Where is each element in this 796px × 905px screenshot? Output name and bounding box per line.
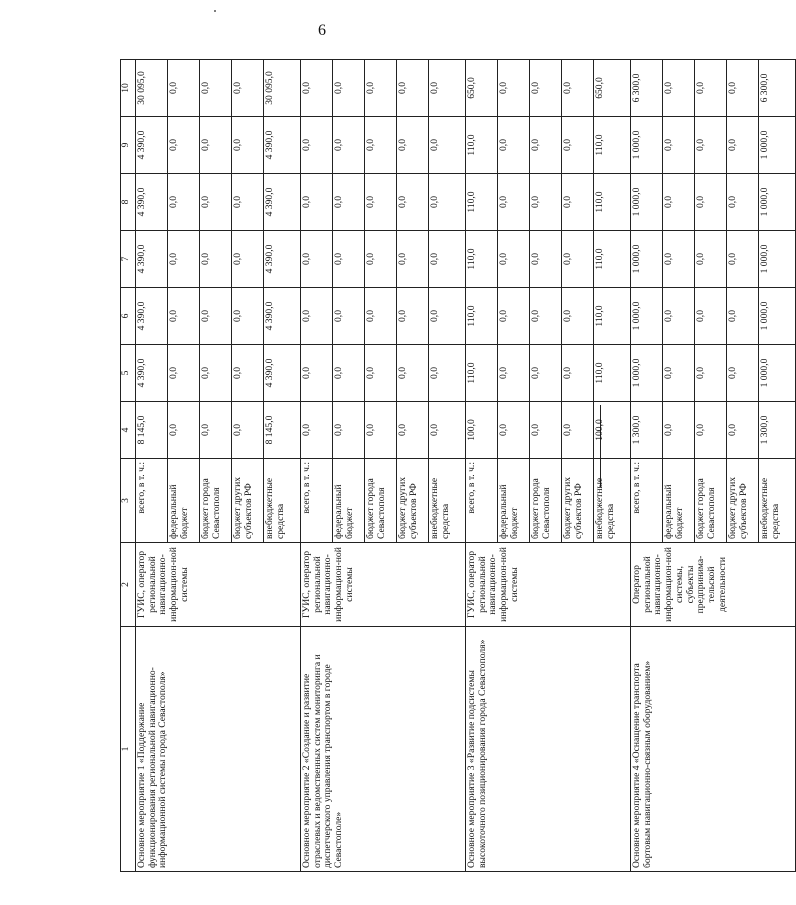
funding-value: 4 390,0 <box>264 231 301 288</box>
funding-value: 0,0 <box>530 288 562 345</box>
funding-value: 0,0 <box>397 345 429 402</box>
header-row <box>121 60 136 872</box>
funding-value: 0,0 <box>333 231 365 288</box>
funding-value: 0,0 <box>530 345 562 402</box>
funding-value: 0,0 <box>168 117 200 174</box>
funding-value: 0,0 <box>168 345 200 402</box>
column-header: 4 <box>121 402 136 459</box>
funding-source: всего, в т. ч.: <box>466 459 498 543</box>
funding-value: 100,0 <box>594 402 631 459</box>
activity-name: Основное мероприятие 4 «Оснащение транспорта бортовым навигационно-связным оборудованием» <box>631 627 796 872</box>
funding-value: 0,0 <box>530 117 562 174</box>
funding-value: 0,0 <box>498 174 530 231</box>
responsible-executor: ГУИС, оператор региональной навигационно-информацион-ной системы <box>301 543 466 627</box>
funding-source: бюджет города Севастополя <box>365 459 397 543</box>
funding-source: всего, в т. ч.: <box>136 459 168 543</box>
funding-value: 0,0 <box>562 60 594 117</box>
funding-value: 0,0 <box>365 60 397 117</box>
funding-value: 0,0 <box>727 174 759 231</box>
page-number: 6 <box>318 22 326 39</box>
funding-source: внебюджетные средства <box>429 459 466 543</box>
responsible-executor: Оператор региональной навигационно-информацион-ной системы, субъекты предпринима-тельской деятельности <box>631 543 796 627</box>
funding-value: 0,0 <box>663 288 695 345</box>
funding-value: 0,0 <box>333 345 365 402</box>
column-header: 1 <box>121 627 136 872</box>
funding-value: 0,0 <box>168 174 200 231</box>
funding-value: 0,0 <box>200 174 232 231</box>
table-body <box>136 60 796 872</box>
funding-source: федеральный бюджет <box>498 459 530 543</box>
funding-value: 0,0 <box>333 117 365 174</box>
funding-value: 0,0 <box>429 117 466 174</box>
funding-value: 0,0 <box>365 402 397 459</box>
funding-value: 0,0 <box>168 402 200 459</box>
activity-name: Основное мероприятие 2 «Создание и развитие отраслевых и ведомственных систем мониторинга и диспетчерского управления транспортом в городе Севастополе» <box>301 627 466 872</box>
funding-value: 0,0 <box>168 231 200 288</box>
funding-value: 1 300,0 <box>631 402 663 459</box>
funding-value: 1 000,0 <box>631 288 663 345</box>
responsible-executor: ГУИС, оператор региональной навигационно-информацион-ной системы <box>136 543 301 627</box>
funding-value: 0,0 <box>695 60 727 117</box>
funding-value: 0,0 <box>498 345 530 402</box>
funding-value: 0,0 <box>232 345 264 402</box>
funding-value: 6 300,0 <box>631 60 663 117</box>
funding-value: 4 390,0 <box>136 345 168 402</box>
funding-value: 0,0 <box>397 60 429 117</box>
funding-value: 0,0 <box>695 402 727 459</box>
funding-value: 0,0 <box>663 117 695 174</box>
funding-value: 0,0 <box>232 402 264 459</box>
funding-value: 0,0 <box>530 402 562 459</box>
funding-value: 1 000,0 <box>759 174 796 231</box>
funding-value: 0,0 <box>498 60 530 117</box>
funding-value: 0,0 <box>301 345 333 402</box>
column-header: 10 <box>121 60 136 117</box>
funding-value: 0,0 <box>562 402 594 459</box>
funding-value: 0,0 <box>562 174 594 231</box>
funding-value: 0,0 <box>168 288 200 345</box>
funding-value: 0,0 <box>695 231 727 288</box>
table-row <box>136 60 168 872</box>
column-header: 9 <box>121 117 136 174</box>
funding-value: 1 000,0 <box>759 288 796 345</box>
funding-value: 650,0 <box>594 60 631 117</box>
funding-value: 0,0 <box>200 231 232 288</box>
funding-value: 4 390,0 <box>264 345 301 402</box>
funding-value: 1 000,0 <box>631 174 663 231</box>
funding-value: 0,0 <box>727 288 759 345</box>
funding-source: бюджет города Севастополя <box>695 459 727 543</box>
funding-value: 0,0 <box>498 402 530 459</box>
funding-value: 4 390,0 <box>264 117 301 174</box>
funding-value: 0,0 <box>232 174 264 231</box>
funding-value: 0,0 <box>562 345 594 402</box>
funding-value: 0,0 <box>333 402 365 459</box>
funding-source: бюджет города Севастополя <box>200 459 232 543</box>
funding-value: 110,0 <box>594 117 631 174</box>
funding-value: 4 390,0 <box>136 174 168 231</box>
funding-value: 1 000,0 <box>759 231 796 288</box>
funding-source: бюджет других субъектов РФ <box>232 459 264 543</box>
funding-source: бюджет города Севастополя <box>530 459 562 543</box>
funding-value: 110,0 <box>594 174 631 231</box>
funding-source: федеральный бюджет <box>663 459 695 543</box>
funding-value: 1 000,0 <box>631 345 663 402</box>
funding-value: 0,0 <box>200 117 232 174</box>
funding-value: 0,0 <box>663 402 695 459</box>
funding-value: 0,0 <box>333 60 365 117</box>
funding-value: 0,0 <box>695 288 727 345</box>
funding-value: 0,0 <box>429 60 466 117</box>
funding-value: 110,0 <box>594 231 631 288</box>
table-row <box>631 60 663 872</box>
funding-value: 0,0 <box>727 402 759 459</box>
funding-value: 0,0 <box>397 402 429 459</box>
funding-value: 0,0 <box>301 174 333 231</box>
column-header: 6 <box>121 288 136 345</box>
funding-value: 0,0 <box>429 345 466 402</box>
funding-value: 0,0 <box>365 174 397 231</box>
column-header: 8 <box>121 174 136 231</box>
column-header: 5 <box>121 345 136 402</box>
table-row <box>466 60 498 872</box>
activity-name: Основное мероприятие 1 «Поддержание функционирования региональной навигационно-информационной системы города Севастополя» <box>136 627 301 872</box>
funding-value: 0,0 <box>429 231 466 288</box>
funding-value: 0,0 <box>695 174 727 231</box>
funding-value: 0,0 <box>663 174 695 231</box>
funding-value: 0,0 <box>397 174 429 231</box>
funding-value: 0,0 <box>498 117 530 174</box>
funding-value: 6 300,0 <box>759 60 796 117</box>
funding-value: 0,0 <box>232 231 264 288</box>
rotated-table-wrapper <box>120 60 781 872</box>
funding-value: 0,0 <box>530 174 562 231</box>
funding-source: всего, в т. ч.: <box>631 459 663 543</box>
funding-value: 0,0 <box>168 60 200 117</box>
funding-value: 0,0 <box>301 117 333 174</box>
funding-value: 0,0 <box>498 288 530 345</box>
funding-value: 0,0 <box>301 288 333 345</box>
funding-value: 0,0 <box>429 402 466 459</box>
column-header: 7 <box>121 231 136 288</box>
funding-source: бюджет других субъектов РФ <box>397 459 429 543</box>
column-header: 3 <box>121 459 136 543</box>
funding-value: 0,0 <box>397 231 429 288</box>
funding-value: 0,0 <box>727 345 759 402</box>
funding-value: 110,0 <box>594 288 631 345</box>
funding-value: 4 390,0 <box>136 117 168 174</box>
financing-table <box>120 59 796 872</box>
funding-source: бюджет других субъектов РФ <box>562 459 594 543</box>
funding-value: 1 000,0 <box>759 345 796 402</box>
column-header: 2 <box>121 543 136 627</box>
funding-value: 0,0 <box>397 117 429 174</box>
funding-value: 110,0 <box>466 345 498 402</box>
funding-value: 4 390,0 <box>264 174 301 231</box>
funding-value: 0,0 <box>727 117 759 174</box>
funding-value: 110,0 <box>466 117 498 174</box>
funding-source: федеральный бюджет <box>333 459 365 543</box>
funding-value: 0,0 <box>695 345 727 402</box>
funding-value: 0,0 <box>530 231 562 288</box>
funding-value: 0,0 <box>397 288 429 345</box>
funding-source: бюджет других субъектов РФ <box>727 459 759 543</box>
funding-value: 1 000,0 <box>631 117 663 174</box>
funding-source: внебюджетные средства <box>759 459 796 543</box>
funding-value: 0,0 <box>232 288 264 345</box>
funding-value: 1 000,0 <box>631 231 663 288</box>
funding-value: 0,0 <box>695 117 727 174</box>
funding-value: 0,0 <box>232 117 264 174</box>
scan-speck <box>214 10 216 12</box>
funding-value: 4 390,0 <box>264 288 301 345</box>
funding-value: 0,0 <box>333 288 365 345</box>
funding-value: 0,0 <box>200 345 232 402</box>
funding-source: всего, в т. ч.: <box>301 459 333 543</box>
funding-source: федеральный бюджет <box>168 459 200 543</box>
funding-value: 0,0 <box>727 231 759 288</box>
table-row <box>301 60 333 872</box>
funding-value: 0,0 <box>365 231 397 288</box>
funding-value: 0,0 <box>333 174 365 231</box>
funding-value: 0,0 <box>562 231 594 288</box>
funding-value: 0,0 <box>429 288 466 345</box>
funding-value: 4 390,0 <box>136 231 168 288</box>
funding-value: 0,0 <box>200 288 232 345</box>
funding-value: 0,0 <box>429 174 466 231</box>
funding-value: 0,0 <box>530 60 562 117</box>
funding-value: 8 145,0 <box>136 402 168 459</box>
funding-value: 110,0 <box>466 231 498 288</box>
activity-name: Основное мероприятие 3 «Развитие подсистемы высокоточного позиционирования города Севастополя» <box>466 627 631 872</box>
funding-value: 110,0 <box>594 345 631 402</box>
funding-value: 0,0 <box>498 231 530 288</box>
funding-value: 30 095,0 <box>264 60 301 117</box>
funding-value: 650,0 <box>466 60 498 117</box>
funding-value: 0,0 <box>200 402 232 459</box>
funding-value: 1 000,0 <box>759 117 796 174</box>
funding-value: 0,0 <box>301 60 333 117</box>
funding-value: 0,0 <box>663 60 695 117</box>
funding-value: 4 390,0 <box>136 288 168 345</box>
funding-value: 0,0 <box>663 231 695 288</box>
responsible-executor: ГУИС, оператор региональной навигационно-информацион-ной системы <box>466 543 631 627</box>
funding-value: 30 095,0 <box>136 60 168 117</box>
funding-value: 0,0 <box>301 402 333 459</box>
funding-source: внебюджетные средства <box>264 459 301 543</box>
funding-value: 0,0 <box>562 117 594 174</box>
funding-value: 0,0 <box>663 345 695 402</box>
funding-value: 0,0 <box>727 60 759 117</box>
funding-value: 0,0 <box>562 288 594 345</box>
funding-value: 100,0 <box>466 402 498 459</box>
funding-source: внебюджетные средства <box>594 459 631 543</box>
funding-value: 1 300,0 <box>759 402 796 459</box>
funding-value: 110,0 <box>466 174 498 231</box>
funding-value: 0,0 <box>200 60 232 117</box>
funding-value: 0,0 <box>365 288 397 345</box>
funding-value: 0,0 <box>301 231 333 288</box>
funding-value: 0,0 <box>365 117 397 174</box>
funding-value: 8 145,0 <box>264 402 301 459</box>
funding-value: 0,0 <box>365 345 397 402</box>
funding-value: 110,0 <box>466 288 498 345</box>
funding-value: 0,0 <box>232 60 264 117</box>
